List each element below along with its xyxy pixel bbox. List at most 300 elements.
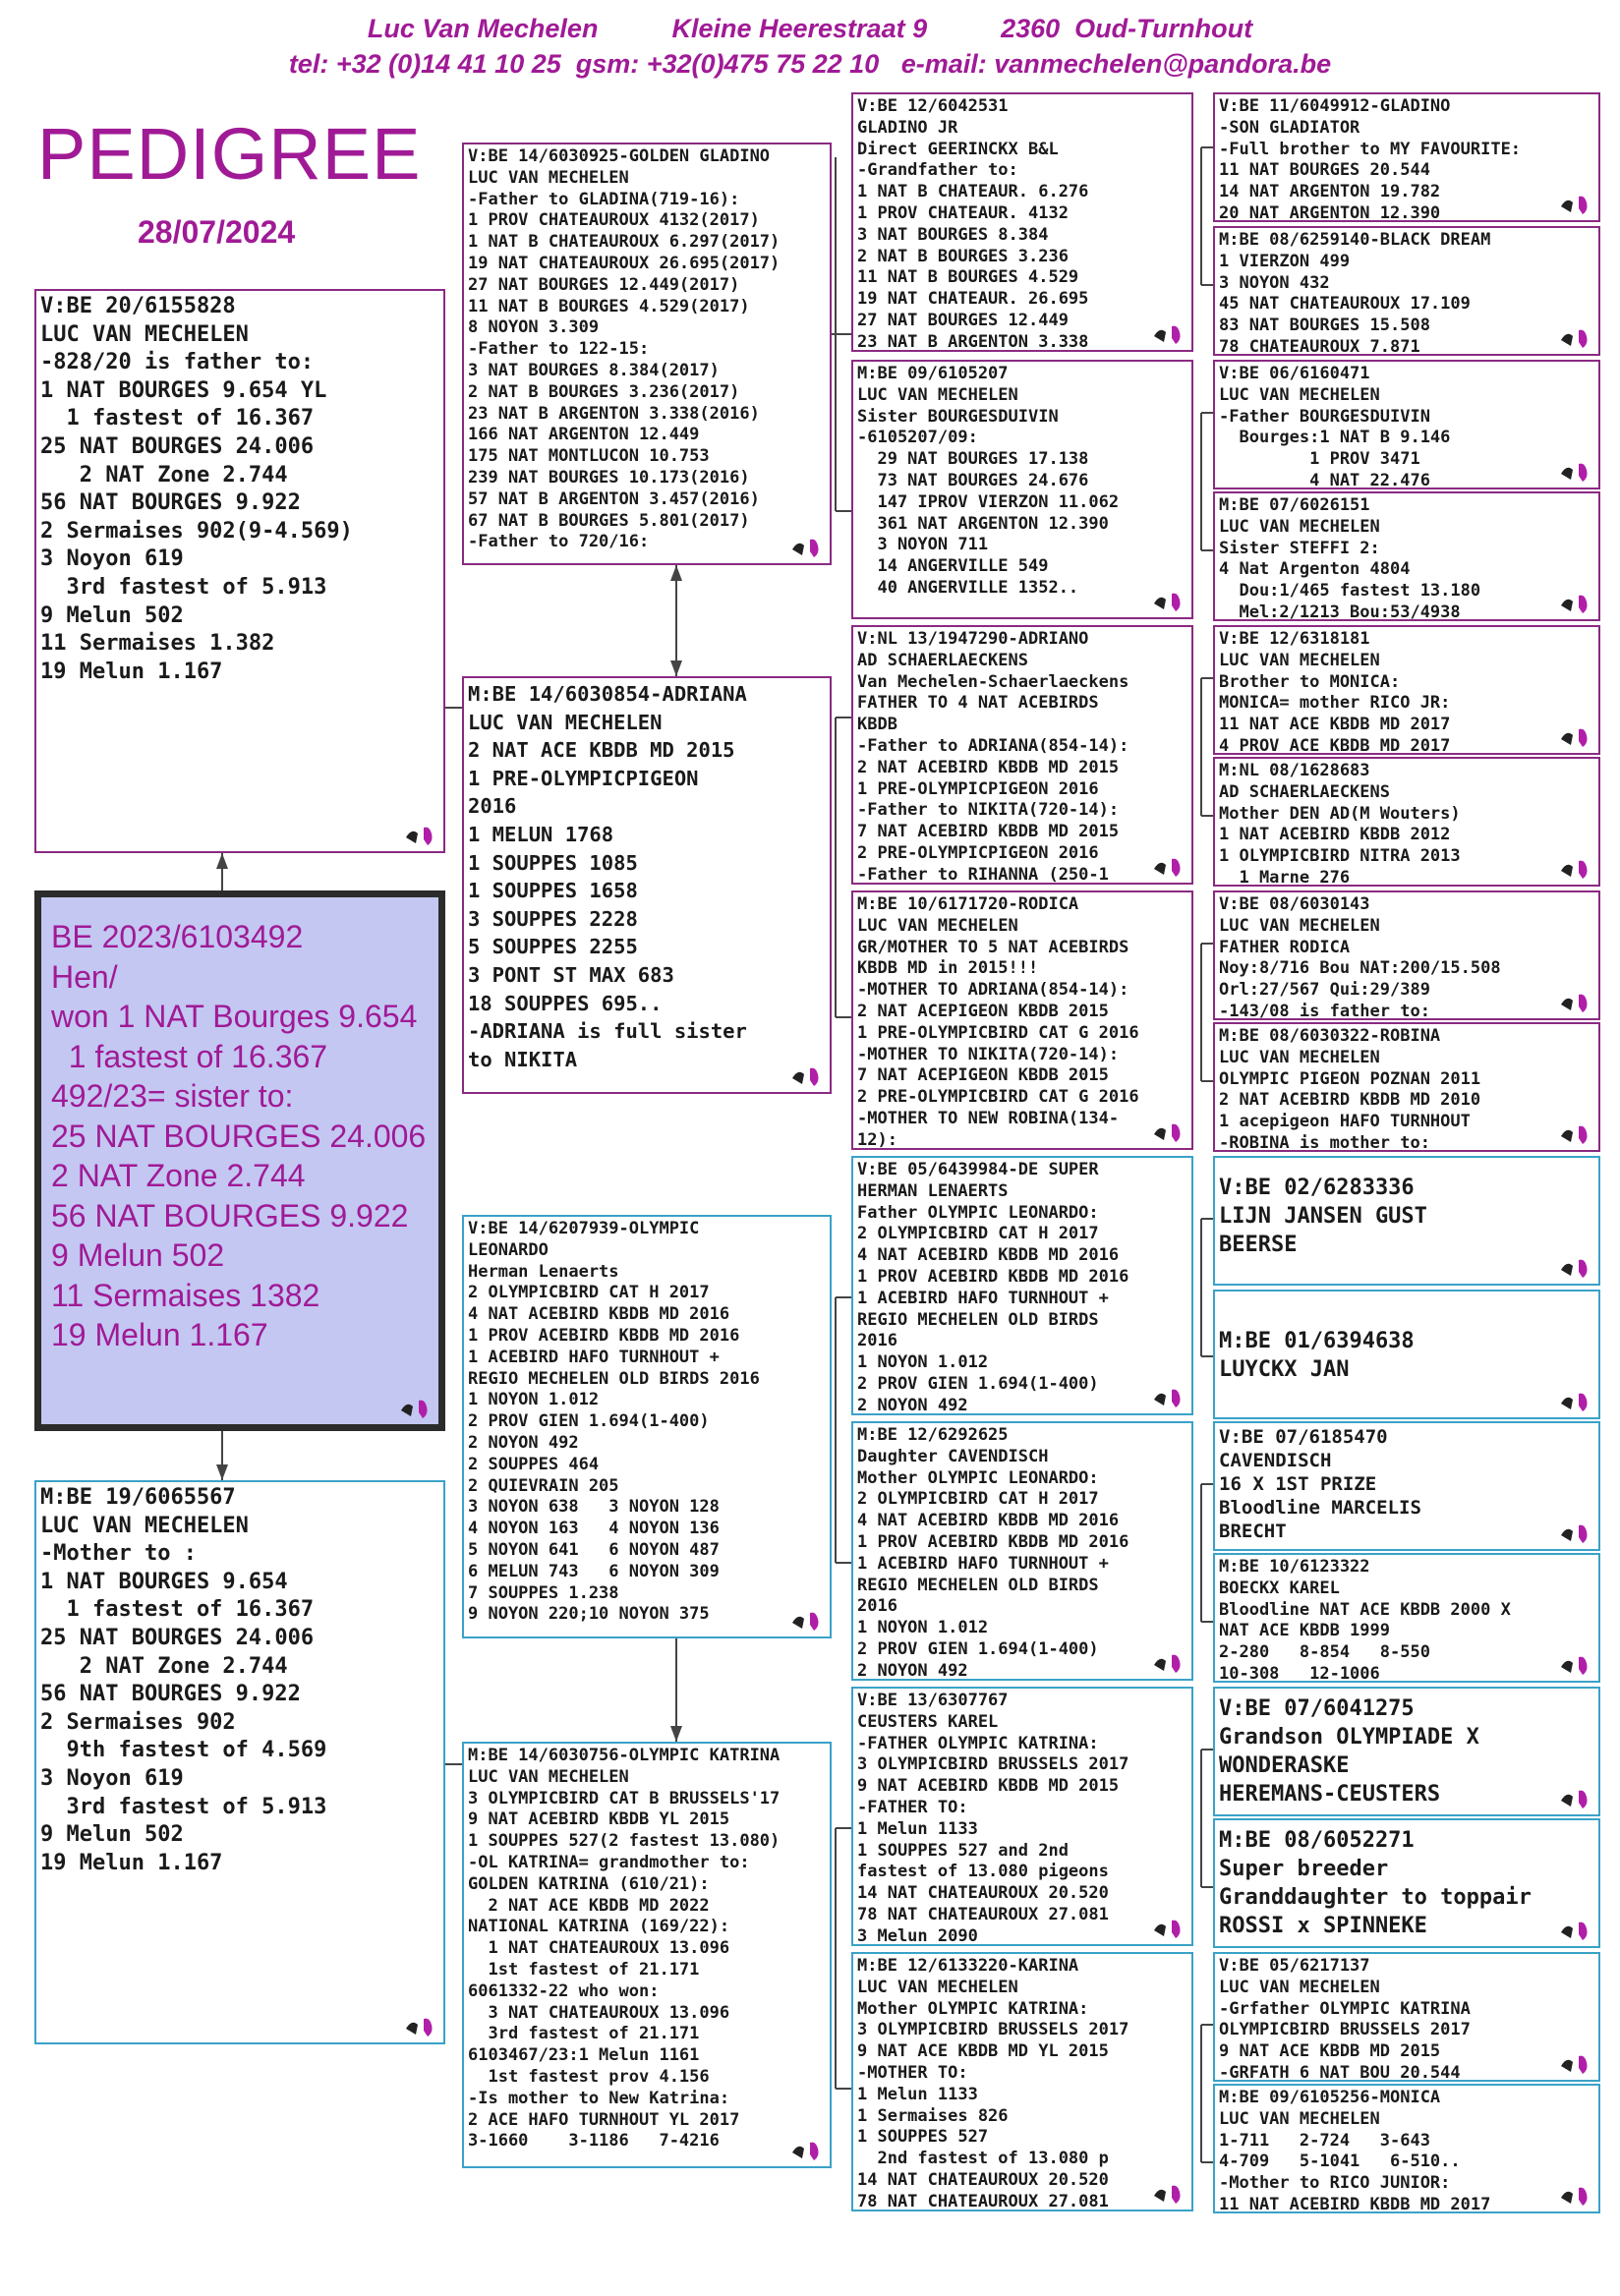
subject-line: 25 NAT BOURGES 24.006 [51, 1118, 427, 1154]
gen4-card [1213, 2084, 1600, 2213]
card-line: 1 Melun 1133 [857, 1818, 978, 1839]
pedigree-date: 28/07/2024 [138, 214, 296, 250]
card-line: M:BE 08/6052271 [1219, 1828, 1415, 1853]
pigeon-icon [1152, 590, 1186, 613]
card-line: 78 NAT CHATEAUROUX 27.081 [857, 2191, 1109, 2211]
gen4-card [1213, 1818, 1600, 1948]
card-line: V:BE 02/6283336 [1219, 1176, 1415, 1200]
card-line: LUC VAN MECHELEN [1219, 915, 1380, 936]
gen4-card [1213, 360, 1600, 489]
subject-line: won 1 NAT Bourges 9.654 [51, 999, 418, 1034]
card-line: 2 OLYMPICBIRD CAT H 2017 [468, 1283, 710, 1303]
card-line: 23 NAT B ARGENTON 3.338 [857, 331, 1089, 352]
card-line: 11 NAT B BOURGES 4.529 [857, 267, 1079, 288]
sire-line: 25 NAT BOURGES 24.006 [40, 433, 315, 459]
sire-card [34, 289, 445, 853]
card-line: 361 NAT ARGENTON 12.390 [857, 513, 1109, 534]
card-line: 5 SOUPPES 2255 [468, 935, 638, 959]
sire-line: LUC VAN MECHELEN [40, 321, 249, 347]
pigeon-icon [790, 1064, 824, 1088]
subject-line: 2 NAT Zone 2.744 [51, 1158, 306, 1193]
card-line: 2 PROV GIEN 1.694(1-400) [857, 1638, 1099, 1659]
card-line: -ADRIANA is full sister [468, 1019, 747, 1044]
card-line: CEUSTERS KAREL [857, 1711, 999, 1732]
dam-line: 9 Melun 502 [40, 1822, 184, 1848]
card-line: AD SCHAERLAECKENS [857, 650, 1028, 670]
subject-line: 19 Melun 1.167 [51, 1317, 268, 1352]
card-line: 3 NAT BOURGES 8.384(2017) [468, 360, 720, 380]
card-line: 4 NAT ACEBIRD KBDB MD 2016 [857, 1245, 1120, 1266]
card-line: 1 Sermaises 826 [857, 2105, 1009, 2126]
pigeon-icon [404, 824, 437, 847]
card-line: M:BE 08/6259140-BLACK DREAM [1219, 230, 1491, 250]
gen4-card [1213, 1553, 1600, 1683]
card-line: Sister BOURGESDUIVIN [857, 406, 1059, 427]
card-line: 57 NAT B ARGENTON 3.457(2016) [468, 488, 760, 509]
subject-line: 492/23= sister to: [51, 1078, 294, 1114]
card-line: -Is mother to New Katrina: [468, 2088, 730, 2108]
subject-line: BE 2023/6103492 [51, 919, 304, 954]
dam-line: 1 fastest of 16.367 [40, 1597, 315, 1623]
card-line: REGIO MECHELEN OLD BIRDS 2016 [468, 1368, 760, 1389]
card-line: 2 NAT ACEBIRD KBDB MD 2010 [1219, 1090, 1481, 1111]
card-line: -Father to GLADINA(719-16): [468, 189, 740, 209]
pigeon-icon [1152, 1386, 1186, 1409]
card-line: 1 PROV CHATEAUROUX 4132(2017) [468, 210, 760, 231]
card-line: BEERSE [1219, 1233, 1298, 1257]
card-line: 4 Nat Argenton 4804 [1219, 559, 1411, 580]
card-line: LUC VAN MECHELEN [1219, 2108, 1380, 2129]
card-line: 1 ACEBIRD HAFO TURNHOUT + [468, 1347, 720, 1367]
pigeon-icon [1152, 855, 1186, 879]
pigeon-icon [790, 1609, 824, 1633]
card-line: Herman Lenaerts [468, 1261, 619, 1282]
pigeon-icon [1152, 322, 1186, 346]
card-line: 2 NAT ACEPIGEON KBDB 2015 [857, 1001, 1109, 1021]
card-line: -ROBINA is mother to: [1219, 1132, 1430, 1152]
card-line: M:NL 08/1628683 [1219, 761, 1370, 780]
card-line: 3 NOYON 638 3 NOYON 128 [468, 1497, 720, 1518]
card-line: 3 NAT CHATEAUROUX 13.096 [468, 2002, 730, 2023]
card-line: 2 NAT B BOURGES 3.236 [857, 246, 1069, 266]
card-line: 1 PROV ACEBIRD KBDB MD 2016 [468, 1325, 740, 1346]
sire-line: V:BE 20/6155828 [40, 294, 236, 318]
card-line: to NIKITA [468, 1047, 578, 1071]
card-line: 2 PRE-OLYMPICPIGEON 2016 [857, 842, 1099, 863]
pigeon-icon [1559, 725, 1592, 749]
card-line: GR/MOTHER TO 5 NAT ACEBIRDS [857, 937, 1129, 957]
card-line: LUC VAN MECHELEN [468, 167, 629, 188]
card-line: Granddaughter to toppair [1219, 1885, 1532, 1910]
card-line: 78 NAT CHATEAUROUX 27.081 [857, 1904, 1109, 1924]
card-line: V:BE 14/6030925-GOLDEN GLADINO [468, 146, 771, 166]
gen3-card [851, 1156, 1193, 1415]
card-line: 9 NAT ACEBIRD KBDB YL 2015 [468, 1809, 730, 1830]
card-line: 14 ANGERVILLE 549 [857, 556, 1049, 577]
card-line: 5 NOYON 641 6 NOYON 487 [468, 1539, 720, 1560]
card-line: 2 PRE-OLYMPICBIRD CAT G 2016 [857, 1087, 1139, 1108]
card-line: V:BE 06/6160471 [1219, 364, 1370, 383]
card-line: -FATHER OLYMPIC KATRINA: [857, 1733, 1099, 1753]
card-line: 45 NAT CHATEAUROUX 17.109 [1219, 294, 1471, 315]
card-line: ROSSI x SPINNEKE [1219, 1914, 1427, 1938]
card-line: 1 PRE-OLYMPICPIGEON [468, 766, 699, 790]
sire-line: 9 Melun 502 [40, 603, 184, 628]
card-line: 3 OLYMPICBIRD CAT B BRUSSELS'17 [468, 1788, 781, 1808]
card-line: 2 PROV GIEN 1.694(1-400) [857, 1373, 1099, 1394]
card-line: -Grfather OLYMPIC KATRINA [1219, 1998, 1471, 2019]
card-line: 1 Melun 1133 [857, 2084, 978, 2104]
card-line: 1 ACEBIRD HAFO TURNHOUT + [857, 1288, 1109, 1308]
card-line: 27 NAT BOURGES 12.449 [857, 310, 1069, 330]
card-line: 1 SOUPPES 527(2 fastest 13.080) [468, 1831, 781, 1852]
card-line: 9 NAT ACEBIRD KBDB MD 2015 [857, 1776, 1120, 1797]
card-line: 78 CHATEAUROUX 7.871 [1219, 336, 1420, 356]
card-line: 4 NOYON 163 4 NOYON 136 [468, 1519, 720, 1539]
dam-line: 2 Sermaises 902 [40, 1709, 236, 1735]
card-line: Bourges:1 NAT B 9.146 [1219, 428, 1451, 448]
card-line: REGIO MECHELEN OLD BIRDS [857, 1309, 1099, 1330]
card-line: FATHER TO 4 NAT ACEBIRDS [857, 693, 1099, 714]
card-line: 1 NAT CHATEAUROUX 13.096 [468, 1938, 730, 1959]
dam-line: M:BE 19/6065567 [40, 1485, 236, 1510]
card-line: -MOTHER TO NIKITA(720-14): [857, 1044, 1120, 1064]
card-line: 1 MELUN 1768 [468, 822, 614, 846]
card-line: 3-1660 3-1186 7-4216 [468, 2131, 720, 2152]
card-line: V:BE 07/6041275 [1219, 1696, 1415, 1721]
card-line: 3 OLYMPICBIRD BRUSSELS 2017 [857, 1754, 1129, 1775]
card-line: 2 NAT B BOURGES 3.236(2017) [468, 381, 740, 402]
card-line: 7 NAT ACEBIRD KBDB MD 2015 [857, 822, 1120, 842]
card-line: -Father to NIKITA(720-14): [857, 800, 1120, 821]
card-line: 1 SOUPPES 527 [857, 2127, 989, 2148]
card-line: V:BE 12/6042531 [857, 96, 1009, 116]
sire-line: 19 Melun 1.167 [40, 659, 223, 684]
card-line: V:BE 14/6207939-OLYMPIC [468, 1219, 700, 1238]
card-line: -Father BOURGESDUIVIN [1219, 406, 1430, 427]
card-line: 7 NAT ACEPIGEON KBDB 2015 [857, 1065, 1109, 1086]
card-line: 7 SOUPPES 1.238 [468, 1582, 619, 1603]
card-line: 19 NAT CHATEAUR. 26.695 [857, 289, 1089, 310]
card-line: 1 ACEBIRD HAFO TURNHOUT + [857, 1553, 1109, 1574]
card-line: 73 NAT BOURGES 24.676 [857, 470, 1089, 490]
card-line: -Mother to RICO JUNIOR: [1219, 2173, 1451, 2194]
card-line: 1-711 2-724 3-643 [1219, 2130, 1430, 2151]
card-line: NAT ACE KBDB 1999 [1219, 1621, 1390, 1641]
card-line: KBDB MD in 2015!!! [857, 958, 1039, 979]
subject-line: 11 Sermaises 1382 [51, 1277, 320, 1313]
gen4-card [1213, 625, 1600, 755]
card-line: GOLDEN KATRINA (610/21): [468, 1873, 710, 1894]
card-line: 239 NAT BOURGES 10.173(2016) [468, 467, 750, 488]
card-line: 166 NAT ARGENTON 12.449 [468, 425, 700, 445]
card-line: LUC VAN MECHELEN [857, 915, 1018, 936]
card-line: 11 NAT ACE KBDB MD 2017 [1219, 715, 1451, 735]
card-line: Brother to MONICA: [1219, 671, 1401, 692]
pigeon-icon [1559, 592, 1592, 615]
card-line: 1 PRE-OLYMPICBIRD CAT G 2016 [857, 1022, 1139, 1043]
gen3-card [851, 360, 1193, 619]
pigeon-icon [1559, 1919, 1592, 1942]
card-line: 1 SOUPPES 1085 [468, 850, 638, 875]
card-line: 9 NOYON 220;10 NOYON 375 [468, 1604, 710, 1625]
sire-dam-card [462, 676, 832, 1094]
sire-line: -828/20 is father to: [40, 350, 315, 375]
gen4-card [1213, 1156, 1600, 1286]
card-line: BRECHT [1219, 1521, 1287, 1542]
card-line: MONICA= mother RICO JR: [1219, 693, 1451, 714]
dam-line: LUC VAN MECHELEN [40, 1513, 249, 1538]
card-line: 6103467/23:1 Melun 1161 [468, 2045, 700, 2066]
card-line: 2 NAT ACE KBDB MD 2022 [468, 1895, 710, 1916]
card-line: 14 NAT ARGENTON 19.782 [1219, 182, 1441, 202]
card-line: -143/08 is father to: [1219, 1001, 1430, 1020]
card-line: 3 NAT BOURGES 8.384 [857, 224, 1049, 245]
gen4-card [1213, 92, 1600, 222]
card-line: M:BE 12/6292625 [857, 1425, 1009, 1445]
card-line: 2016 [857, 1596, 897, 1617]
card-line: LUC VAN MECHELEN [1219, 384, 1380, 405]
pigeon-icon [1152, 1120, 1186, 1144]
pigeon-icon [1152, 1917, 1186, 1940]
card-line: -Full brother to MY FAVOURITE: [1219, 139, 1522, 159]
card-line: 9 NAT ACE KBDB MD 2015 [1219, 2041, 1441, 2062]
card-line: V:BE 07/6185470 [1219, 1426, 1388, 1448]
card-line: -OL KATRINA= grandmother to: [468, 1852, 750, 1872]
card-line: 1 NAT B CHATEAUR. 6.276 [857, 182, 1089, 202]
card-line: 9 NAT ACE KBDB MD YL 2015 [857, 2041, 1109, 2062]
gen3-card [851, 1952, 1193, 2211]
card-line: 4 NAT ACEBIRD KBDB MD 2016 [468, 1304, 730, 1325]
dam-dam-card [462, 1742, 832, 2168]
card-line: 1st fastest prov 4.156 [468, 2066, 710, 2087]
pigeon-icon [1559, 1653, 1592, 1677]
pigeon-icon [1559, 2052, 1592, 2076]
card-line: 29 NAT BOURGES 17.138 [857, 449, 1089, 470]
pigeon-icon [1152, 2182, 1186, 2206]
card-line: LIJN JANSEN GUST [1219, 1204, 1427, 1229]
card-line: V:BE 08/6030143 [1219, 894, 1370, 914]
card-line: 3 PONT ST MAX 683 [468, 962, 674, 987]
dam-line: 25 NAT BOURGES 24.006 [40, 1625, 315, 1650]
card-line: 67 NAT B BOURGES 5.801(2017) [468, 510, 750, 531]
dam-line: 2 NAT Zone 2.744 [40, 1653, 288, 1679]
card-line: 27 NAT BOURGES 12.449(2017) [468, 274, 740, 295]
card-line: Super breeder [1219, 1857, 1389, 1881]
card-line: M:BE 14/6030854-ADRIANA [468, 682, 747, 706]
card-line: 18 SOUPPES 695.. [468, 991, 663, 1015]
card-line: 12): [857, 1129, 897, 1150]
card-line: 1 Marne 276 [1219, 867, 1351, 887]
card-line: V:BE 13/6307767 [857, 1691, 1009, 1710]
card-line: 4 NAT ACEBIRD KBDB MD 2016 [857, 1511, 1120, 1531]
card-line: 20 NAT ARGENTON 12.390 [1219, 202, 1441, 222]
pigeon-icon [404, 2015, 437, 2038]
card-line: 2 SOUPPES 464 [468, 1454, 600, 1474]
dam-line: 9th fastest of 4.569 [40, 1738, 327, 1763]
card-line: 2016 [468, 794, 517, 819]
card-line: 1 acepigeon HAFO TURNHOUT [1219, 1112, 1471, 1132]
dam-line: 3rd fastest of 5.913 [40, 1794, 327, 1819]
card-line: 2 OLYMPICBIRD CAT H 2017 [857, 1489, 1099, 1510]
card-line: 1 NAT B CHATEAUROUX 6.297(2017) [468, 232, 781, 253]
card-line: WONDERASKE [1219, 1753, 1350, 1778]
card-line: -6105207/09: [857, 428, 978, 448]
card-line: LUC VAN MECHELEN [1219, 650, 1380, 670]
card-line: LUC VAN MECHELEN [468, 710, 663, 734]
card-line: M:BE 01/6394638 [1219, 1329, 1415, 1353]
card-line: Bloodline NAT ACE KBDB 2000 X [1219, 1599, 1511, 1620]
card-line: M:BE 12/6133220-KARINA [857, 1956, 1079, 1976]
card-line: M:BE 09/6105207 [857, 364, 1009, 383]
card-line: 3 NOYON 432 [1219, 272, 1330, 293]
card-line: Sister STEFFI 2: [1219, 538, 1380, 558]
card-line: M:BE 09/6105256-MONICA [1219, 2088, 1441, 2107]
card-line: 1 PROV CHATEAUR. 4132 [857, 202, 1069, 223]
card-line: HEREMANS-CEUSTERS [1219, 1782, 1441, 1807]
pigeon-icon [1559, 1122, 1592, 1146]
card-line: OLYMPIC PIGEON POZNAN 2011 [1219, 1068, 1481, 1089]
card-line: 1 PROV ACEBIRD KBDB MD 2016 [857, 1266, 1129, 1287]
card-line: 6061332-22 who won: [468, 1980, 660, 2001]
dam-line: -Mother to : [40, 1541, 197, 1567]
card-line: 1 PROV ACEBIRD KBDB MD 2016 [857, 1531, 1129, 1552]
card-line: FATHER RODICA [1219, 937, 1351, 957]
card-line: LUC VAN MECHELEN [1219, 1977, 1380, 1997]
card-line: M:BE 07/6026151 [1219, 495, 1370, 515]
card-line: 40 ANGERVILLE 1352.. [857, 577, 1079, 598]
card-line: 2 NOYON 492 [468, 1432, 579, 1453]
card-line: Mother OLYMPIC KATRINA: [857, 1998, 1089, 2019]
gen4-card [1213, 491, 1600, 621]
card-line: 6 MELUN 743 6 NOYON 309 [468, 1561, 720, 1581]
gen4-card [1213, 1421, 1600, 1551]
pigeon-icon [1559, 857, 1592, 881]
card-line: 2nd fastest of 13.080 p [857, 2149, 1109, 2169]
card-line: -MOTHER TO: [857, 2062, 968, 2083]
card-line: -Father to 720/16: [468, 532, 650, 552]
card-line: M:BE 10/6171720-RODICA [857, 894, 1079, 914]
gen4-card [1213, 226, 1600, 356]
sire-sire-card [462, 143, 832, 565]
sire-line: 56 NAT BOURGES 9.922 [40, 490, 301, 516]
sire-line: 3rd fastest of 5.913 [40, 574, 327, 600]
card-line: NATIONAL KATRINA (169/22): [468, 1917, 730, 1937]
card-line: M:BE 08/6030322-ROBINA [1219, 1026, 1441, 1046]
card-line: V:BE 05/6217137 [1219, 1956, 1370, 1976]
card-line: 2 QUIEVRAIN 205 [468, 1475, 619, 1496]
card-line: LEONARDO [468, 1239, 549, 1260]
card-line: 3 NOYON 711 [857, 535, 989, 555]
card-line: 2016 [857, 1331, 897, 1351]
pigeon-icon [790, 2139, 824, 2162]
gen3-card [851, 92, 1193, 352]
sire-line: 11 Sermaises 1.382 [40, 631, 275, 657]
card-line: 19 NAT CHATEAUROUX 26.695(2017) [468, 253, 781, 273]
subject-line: 9 Melun 502 [51, 1237, 225, 1273]
card-line: 175 NAT MONTLUCON 10.753 [468, 446, 710, 467]
card-line: -Father to ADRIANA(854-14): [857, 735, 1129, 756]
card-line: 3rd fastest of 21.171 [468, 2024, 700, 2044]
pigeon-icon [790, 536, 824, 559]
card-line: GLADINO JR [857, 117, 958, 138]
card-line: M:BE 10/6123322 [1219, 1557, 1370, 1577]
card-line: 3 SOUPPES 2228 [468, 906, 638, 931]
card-line: 2 PROV GIEN 1.694(1-400) [468, 1411, 710, 1432]
card-line: Noy:8/716 Bou NAT:200/15.508 [1219, 958, 1501, 979]
card-line: M:BE 14/6030756-OLYMPIC KATRINA [468, 1746, 781, 1765]
card-line: 2 NOYON 492 [857, 1660, 968, 1681]
pigeon-icon [399, 1397, 433, 1420]
card-line: -MOTHER TO ADRIANA(854-14): [857, 980, 1129, 1001]
card-line: 1 NOYON 1.012 [857, 1352, 989, 1373]
card-line: 1 NOYON 1.012 [468, 1390, 600, 1410]
sire-line: 2 NAT Zone 2.744 [40, 462, 288, 488]
header-contact: tel: +32 (0)14 41 10 25 gsm: +32(0)475 75 22 10 e-mail: vanmechelen@pandora.be [288, 49, 1332, 79]
card-line: 11 NAT B BOURGES 4.529(2017) [468, 296, 750, 316]
card-line: REGIO MECHELEN OLD BIRDS [857, 1575, 1099, 1595]
card-line: 1 PRE-OLYMPICPIGEON 2016 [857, 778, 1099, 799]
pigeon-icon [1559, 1521, 1592, 1545]
card-line: Mel:2/1213 Bou:53/4938 [1219, 602, 1461, 621]
card-line: 4 PROV ACE KBDB MD 2017 [1219, 735, 1451, 755]
gen3-card [851, 1687, 1193, 1946]
gen4-card [1213, 1687, 1600, 1816]
card-line: 2 OLYMPICBIRD CAT H 2017 [857, 1224, 1099, 1244]
card-line: 3 Melun 2090 [857, 1925, 978, 1946]
sire-line: 1 NAT BOURGES 9.654 YL [40, 377, 327, 403]
card-line: 147 IPROV VIERZON 11.062 [857, 491, 1120, 512]
pigeon-icon [1559, 1256, 1592, 1280]
card-line: Mother OLYMPIC LEONARDO: [857, 1467, 1099, 1488]
card-line: -GRFATH 6 NAT BOU 20.544 [1219, 2062, 1461, 2082]
pigeon-icon [1152, 1651, 1186, 1675]
card-line: 2-280 8-854 8-550 [1219, 1642, 1430, 1663]
card-line: 1 OLYMPICBIRD NITRA 2013 [1219, 846, 1461, 867]
subject-line: Hen/ [51, 958, 118, 995]
card-line: 1 VIERZON 499 [1219, 251, 1351, 271]
card-line: V:BE 12/6318181 [1219, 629, 1370, 649]
card-line: V:NL 13/1947290-ADRIANO [857, 629, 1089, 649]
card-line: 3 OLYMPICBIRD BRUSSELS 2017 [857, 2020, 1129, 2040]
card-line: 2 NAT ACEBIRD KBDB MD 2015 [857, 757, 1120, 777]
card-line: 83 NAT BOURGES 15.508 [1219, 316, 1430, 336]
card-line: fastest of 13.080 pigeons [857, 1862, 1109, 1882]
pigeon-icon [1559, 460, 1592, 484]
card-line: 11 NAT ACEBIRD KBDB MD 2017 [1219, 2194, 1491, 2213]
card-line: 2 NAT ACE KBDB MD 2015 [468, 738, 735, 763]
gen4-card [1213, 1290, 1600, 1419]
card-line: -FATHER TO: [857, 1797, 968, 1817]
card-line: LUC VAN MECHELEN [1219, 516, 1380, 537]
gen3-card [851, 625, 1193, 885]
gen3-card [851, 1421, 1193, 1681]
dam-sire-card [462, 1215, 832, 1638]
gen4-card [1213, 1022, 1600, 1152]
card-line: 14 NAT CHATEAUROUX 20.520 [857, 2169, 1109, 2190]
dam-line: 56 NAT BOURGES 9.922 [40, 1682, 301, 1707]
sire-line: 1 fastest of 16.367 [40, 406, 315, 431]
gen3-card [851, 890, 1193, 1150]
card-line: 16 X 1ST PRIZE [1219, 1473, 1377, 1495]
card-line: Daughter CAVENDISCH [857, 1446, 1049, 1466]
card-line: BOECKX KAREL [1219, 1578, 1340, 1598]
card-line: LUC VAN MECHELEN [857, 1977, 1018, 1997]
dam-line: 19 Melun 1.167 [40, 1850, 223, 1875]
card-line: 14 NAT CHATEAUROUX 20.520 [857, 1883, 1109, 1904]
card-line: LUC VAN MECHELEN [1219, 1047, 1380, 1067]
gen4-card [1213, 757, 1600, 887]
